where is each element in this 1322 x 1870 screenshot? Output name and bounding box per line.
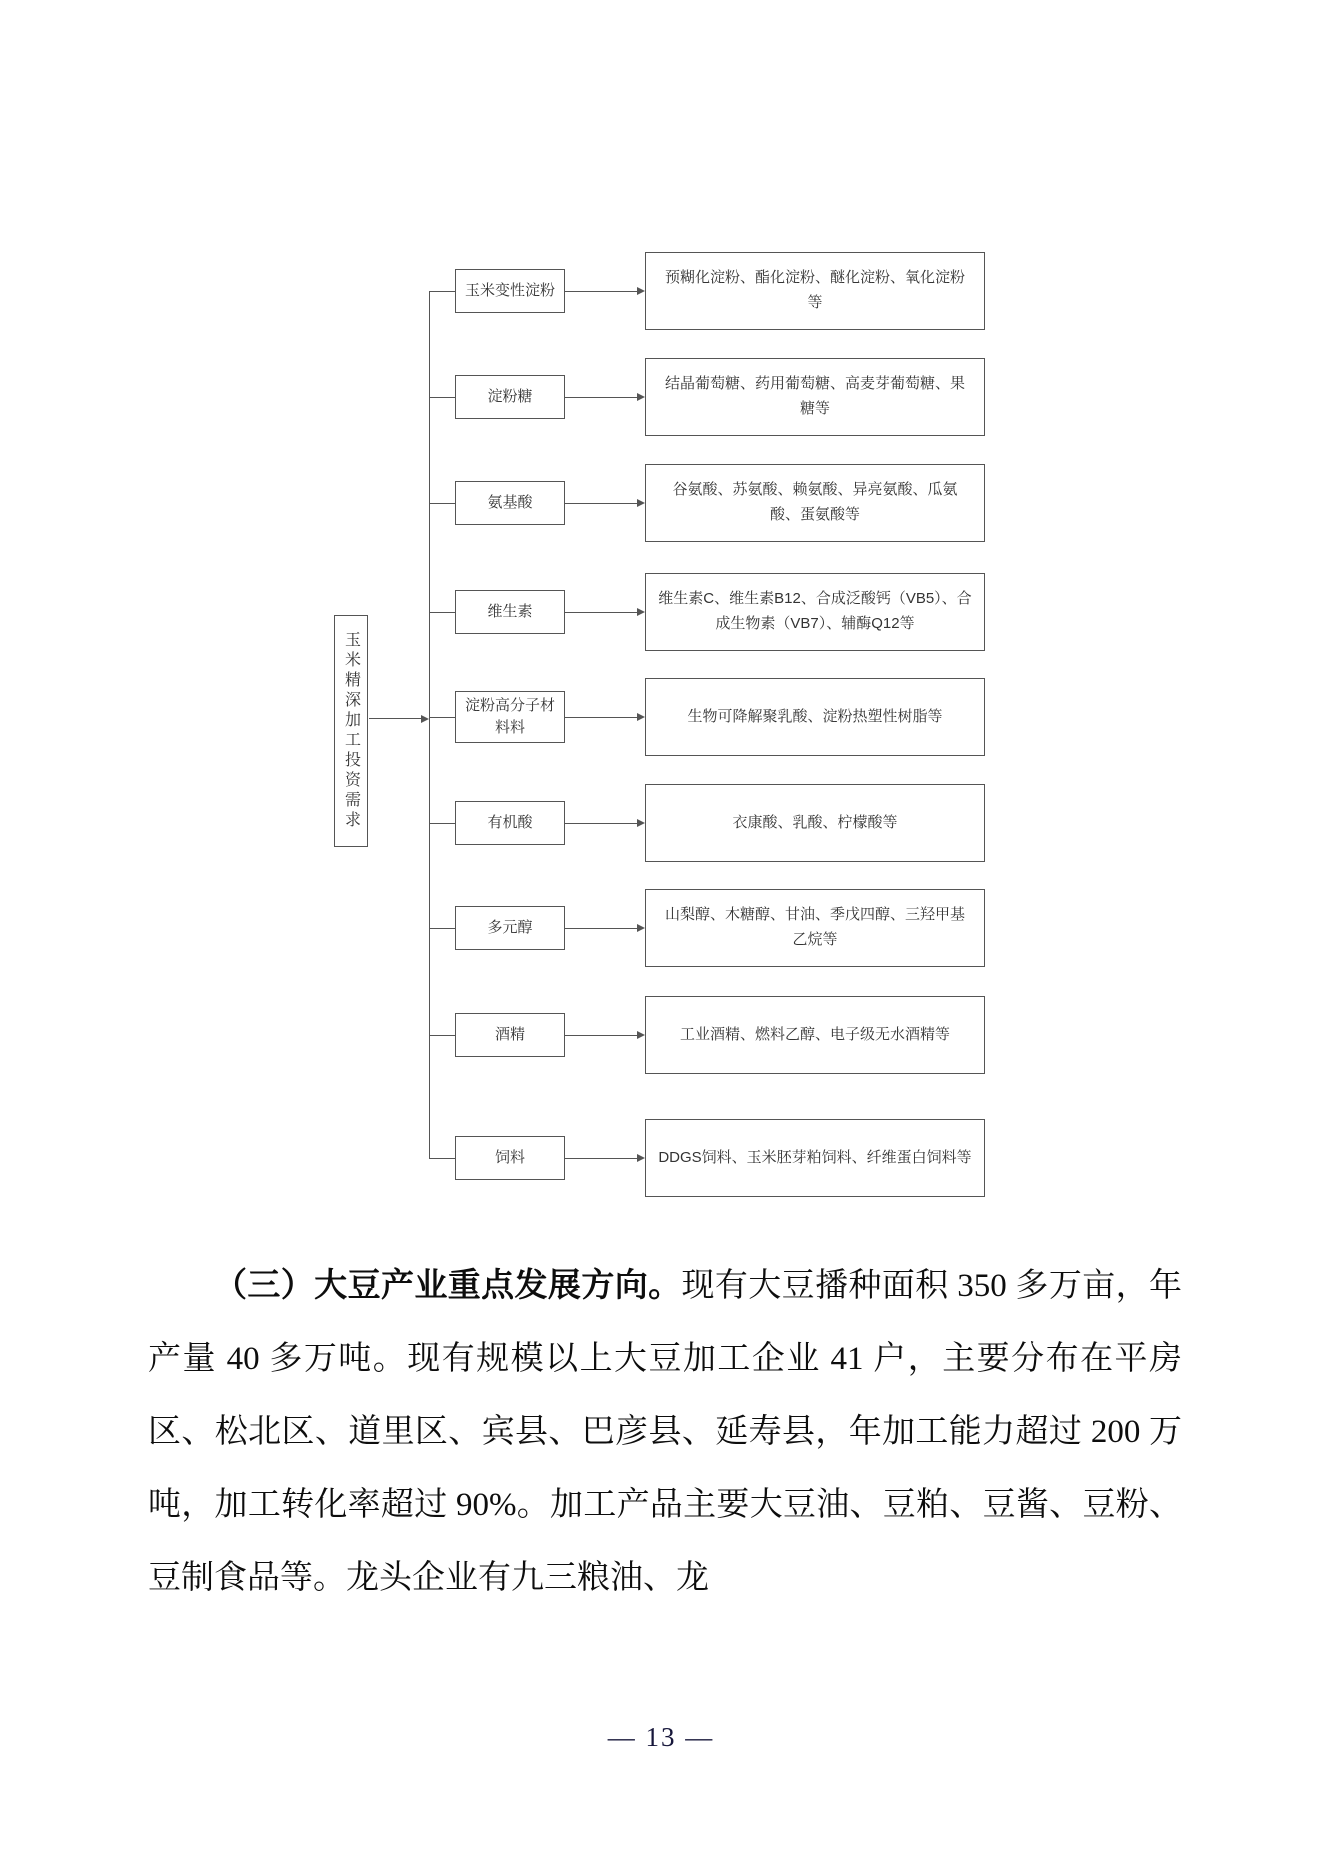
category-label: 氨基酸 xyxy=(487,494,533,512)
arrowhead-icon xyxy=(637,608,645,616)
arrow-right xyxy=(565,1031,645,1039)
arrow-right xyxy=(565,819,645,827)
arrow-right xyxy=(565,499,645,507)
arrowhead-icon xyxy=(637,713,645,721)
detail-label: 结晶葡萄糖、药用葡萄糖、高麦芽葡萄糖、果糖等 xyxy=(664,375,965,417)
detail-label: 预糊化淀粉、酯化淀粉、醚化淀粉、氧化淀粉等 xyxy=(664,269,965,311)
flow-row-feed xyxy=(429,1119,985,1197)
arrow-right xyxy=(565,924,645,932)
arrow-right xyxy=(565,608,645,616)
category-label: 有机酸 xyxy=(487,814,533,832)
arrow-shaft xyxy=(565,612,637,613)
arrow-shaft xyxy=(565,1158,637,1159)
category-node xyxy=(455,1013,565,1057)
flow-row-organic-acid xyxy=(429,784,985,862)
paragraph-heading: （三）大豆产业重点发展方向。 xyxy=(214,1268,682,1304)
detail-label: 维生素C、维生素B12、合成泛酸钙（VB5）、合成生物素（VB7）、辅酶Q12等 xyxy=(658,590,972,632)
connector-line xyxy=(429,823,455,824)
connector-line xyxy=(429,612,455,613)
category-label: 多元醇 xyxy=(487,919,533,937)
connector-line xyxy=(429,1158,455,1159)
category-node xyxy=(455,801,565,845)
category-node xyxy=(455,269,565,313)
category-node xyxy=(455,590,565,634)
detail-label: DDGS饲料、玉米胚芽粕饲料、纤维蛋白饲料等 xyxy=(658,1148,972,1166)
arrowhead-icon xyxy=(637,1154,645,1162)
detail-label: 谷氨酸、苏氨酸、赖氨酸、异亮氨酸、瓜氨酸、蛋氨酸等 xyxy=(672,481,958,523)
arrow-right xyxy=(565,713,645,721)
flow-row-alcohol xyxy=(429,996,985,1074)
category-node xyxy=(455,691,565,743)
category-node xyxy=(455,481,565,525)
arrow-shaft xyxy=(565,823,637,824)
detail-label: 衣康酸、乳酸、柠檬酸等 xyxy=(732,813,898,831)
detail-node xyxy=(645,1119,985,1197)
detail-node xyxy=(645,996,985,1074)
connector-line xyxy=(429,1035,455,1036)
detail-node xyxy=(645,678,985,756)
arrowhead-icon xyxy=(637,499,645,507)
arrow-shaft xyxy=(565,1035,637,1036)
connector-line xyxy=(429,928,455,929)
connector-line xyxy=(429,291,455,292)
arrow-shaft xyxy=(369,718,421,719)
paragraph-body: 现有大豆播种面积 350 多万亩，年产量 40 多万吨。现有规模以上大豆加工企业 41 户，主要分布在平房区、松北区、道里区、宾县、巴彦县、延寿县，年加工能力超过 200 万吨，加工转化率超过 90%。加工产品主要大豆油、豆粕、豆酱、豆粉、豆制食品等。龙头企业有九三粮油、龙 xyxy=(148,1268,1183,1596)
flow-row-starch-sugar xyxy=(429,358,985,436)
root-node xyxy=(334,615,368,847)
arrowhead-icon xyxy=(637,1031,645,1039)
detail-label: 工业酒精、燃料乙醇、电子级无水酒精等 xyxy=(679,1025,950,1043)
arrowhead-icon xyxy=(421,715,429,723)
detail-node xyxy=(645,889,985,967)
paragraph-text xyxy=(148,1250,1182,1615)
soybean-paragraph xyxy=(148,1250,1182,1615)
flow-row-polyol xyxy=(429,889,985,967)
root-arrow xyxy=(369,714,429,723)
detail-node xyxy=(645,252,985,330)
detail-label: 生物可降解聚乳酸、淀粉热塑性树脂等 xyxy=(687,707,943,725)
category-node xyxy=(455,375,565,419)
category-label: 维生素 xyxy=(487,603,533,621)
flow-row-modified-starch xyxy=(429,252,985,330)
flow-row-vitamin xyxy=(429,573,985,651)
arrow-shaft xyxy=(565,717,637,718)
category-label: 淀粉糖 xyxy=(487,388,533,406)
page-number: — 13 — xyxy=(607,1722,715,1752)
category-node xyxy=(455,1136,565,1180)
flow-row-amino-acid xyxy=(429,464,985,542)
flow-row-starch-polymer xyxy=(429,678,985,756)
category-label: 玉米变性淀粉 xyxy=(464,282,555,300)
connector-line xyxy=(429,397,455,398)
detail-label: 山梨醇、木糖醇、甘油、季戊四醇、三羟甲基乙烷等 xyxy=(664,906,965,948)
arrowhead-icon xyxy=(637,287,645,295)
arrow-shaft xyxy=(565,397,637,398)
arrowhead-icon xyxy=(637,819,645,827)
connector-line xyxy=(429,717,455,718)
connector-line xyxy=(429,503,455,504)
root-node-label: 玉米精深加工投资需求 xyxy=(342,631,360,831)
detail-node xyxy=(645,573,985,651)
arrow-right xyxy=(565,1154,645,1162)
arrow-right xyxy=(565,393,645,401)
category-label: 淀粉高分子材料料 xyxy=(464,697,555,736)
arrowhead-icon xyxy=(637,393,645,401)
detail-node xyxy=(645,784,985,862)
category-label: 饲料 xyxy=(494,1149,525,1167)
arrow-shaft xyxy=(565,291,637,292)
arrow-shaft xyxy=(565,928,637,929)
detail-node xyxy=(645,358,985,436)
arrowhead-icon xyxy=(637,924,645,932)
detail-node xyxy=(645,464,985,542)
category-label: 酒精 xyxy=(494,1026,525,1044)
arrow-right xyxy=(565,287,645,295)
category-node xyxy=(455,906,565,950)
arrow-shaft xyxy=(565,503,637,504)
